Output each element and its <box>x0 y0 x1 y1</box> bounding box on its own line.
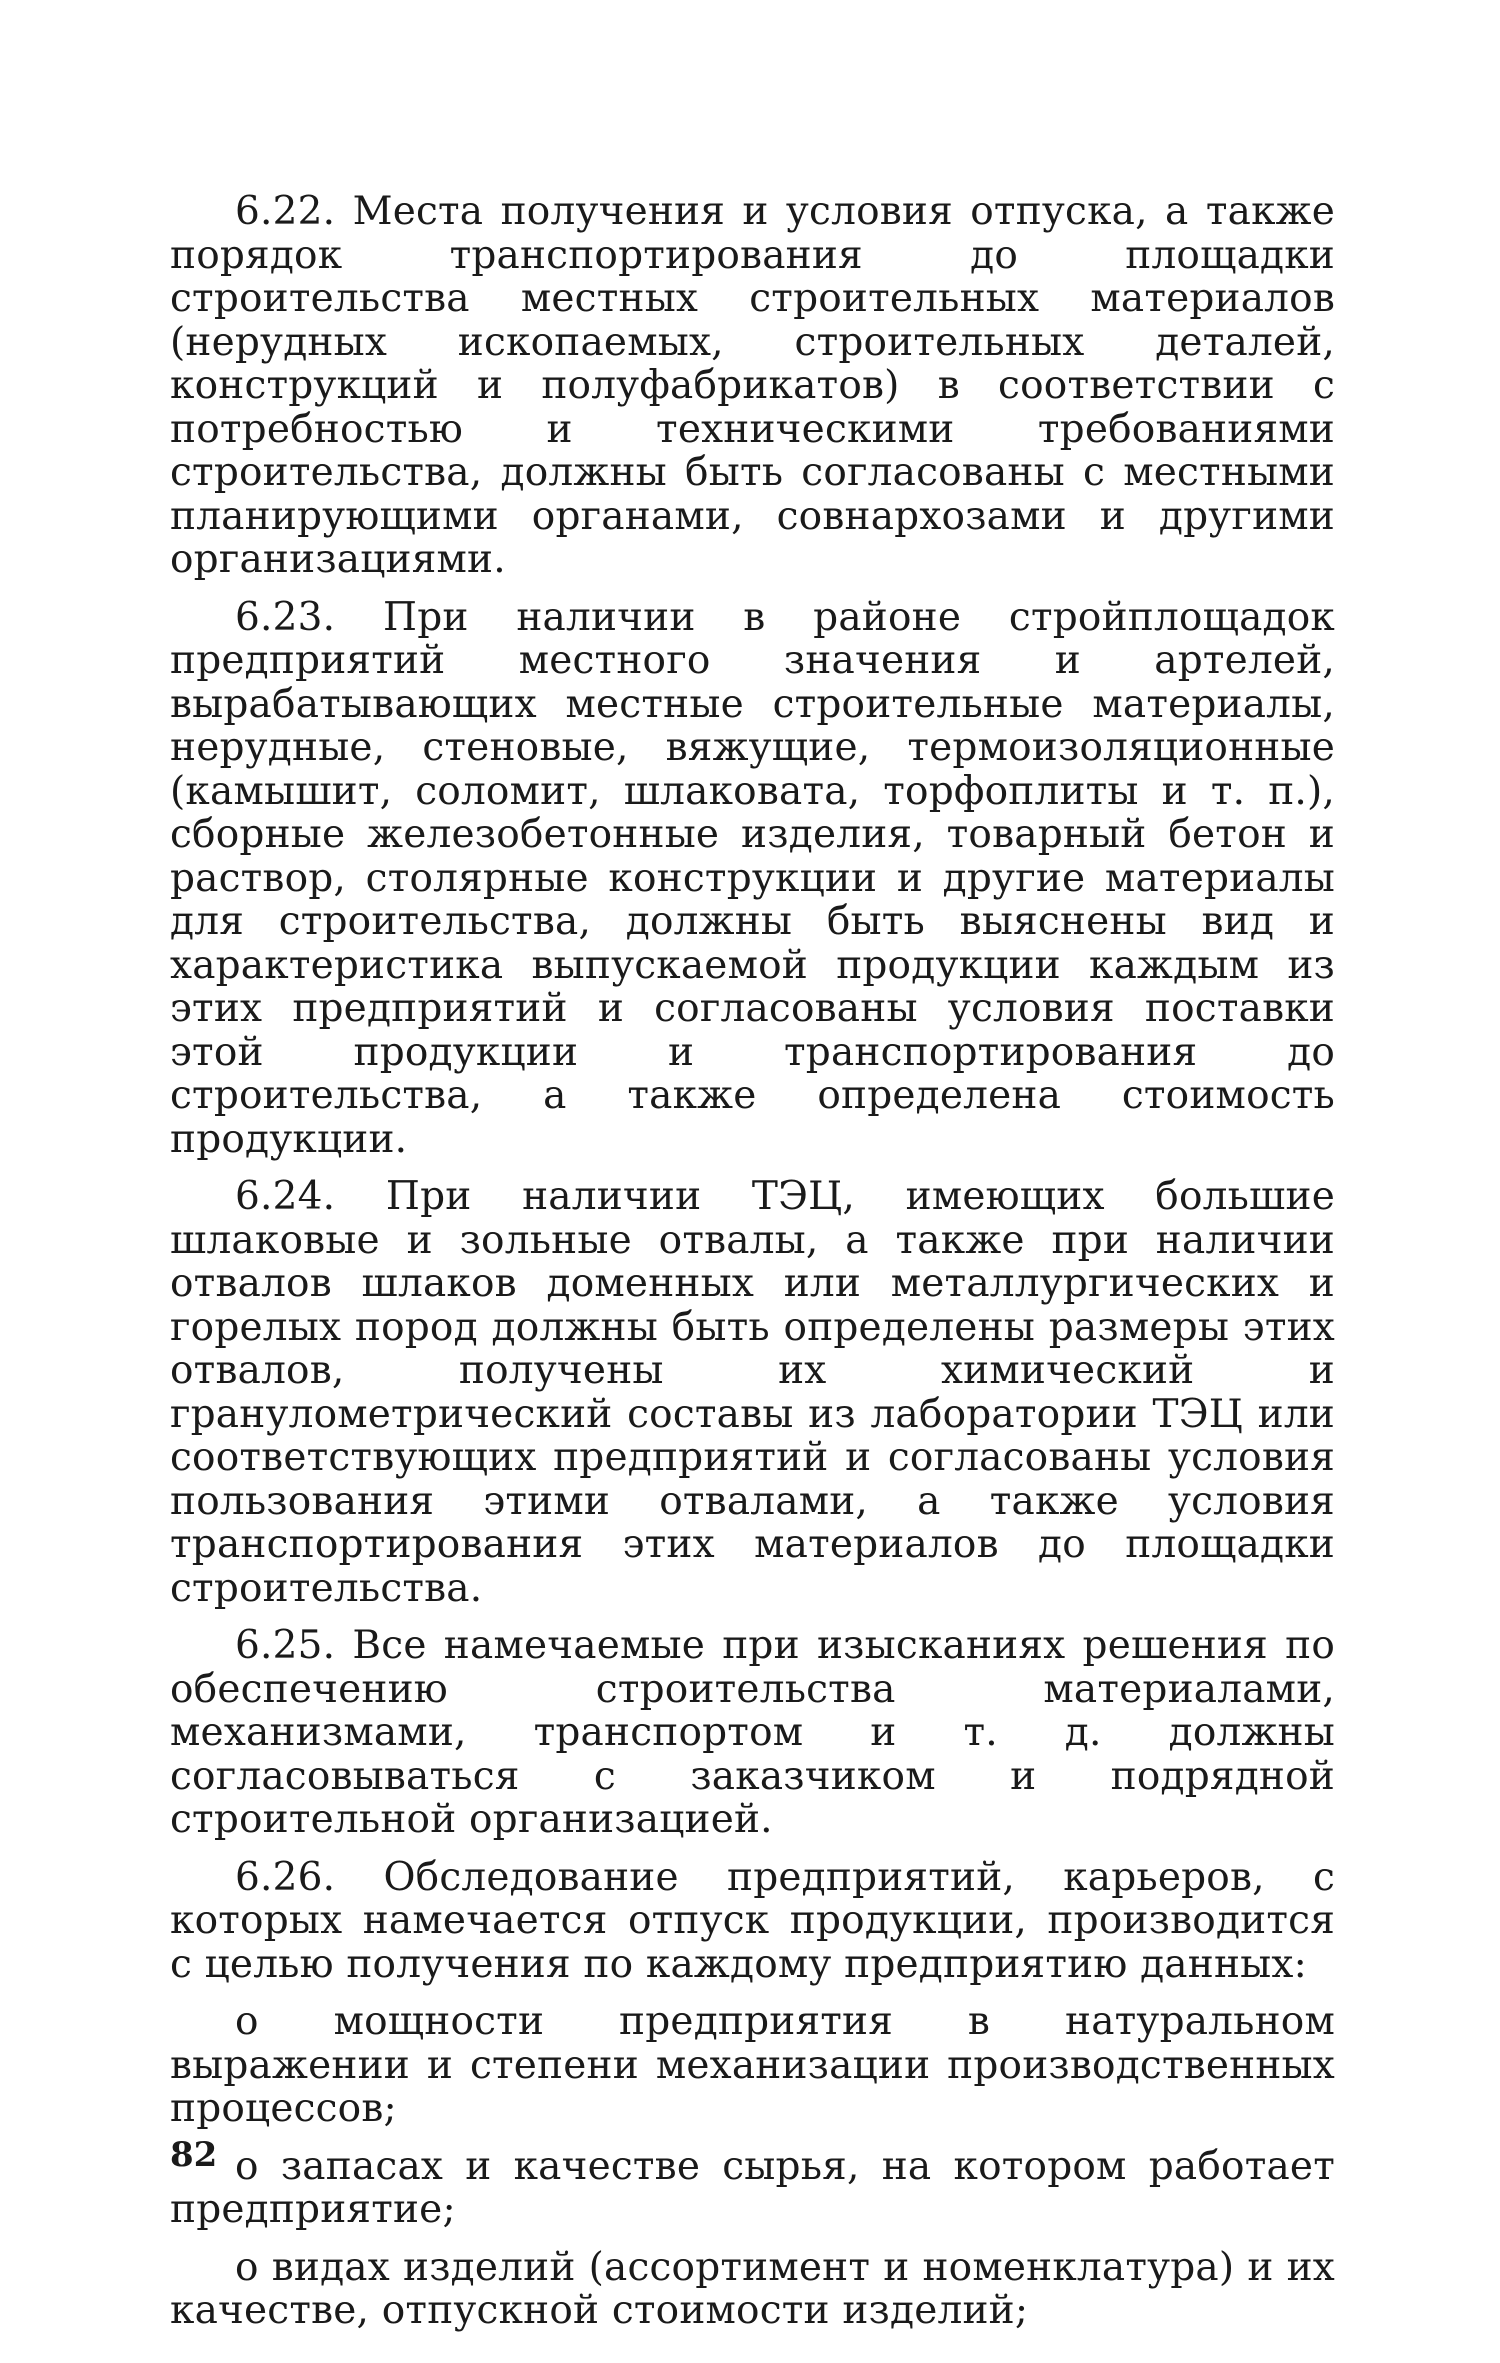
paragraph-6-24: 6.24. При наличии ТЭЦ, имеющих большие шлаковые и зольные отвалы, а также при наличии отвалов шлаков доменных или металлургических и горелых пород должны быть определены размеры этих отвалов, получены их химический и гранулометрический составы из лаборатории ТЭЦ или соответствующих предприятий и согласованы условия пользования этими отвалами, а также условия транспортирования этих материалов до площадки строительства. <box>170 1174 1335 1611</box>
page-number: 82 <box>170 2135 218 2175</box>
paragraph-6-23: 6.23. При наличии в районе стройплощадок предприятий местного значения и артелей, вырабатывающих местные строительные материалы, нерудные, стеновые, вяжущие, термоизоляционные (камышит, соломит, шлаковата, торфоплиты и т. п.), сборные железобетонные изделия, товарный бетон и раствор, столярные конструкции и другие материалы для строительства, должны быть выяснены вид и характеристика выпускаемой продукции каждым из этих предприятий и согласованы условия поставки этой продукции и транспортирования до строительства, а также определена стоимость продукции. <box>170 594 1335 1162</box>
list-item-capacity: о мощности предприятия в натуральном выражении и степени механизации производственных процессов; <box>170 1999 1335 2131</box>
list-item-raw-materials: о запасах и качестве сырья, на котором работает предприятие; <box>170 2143 1335 2232</box>
list-item-products: о видах изделий (ассортимент и номенклатура) и их качестве, отпускной стоимости изделий; <box>170 2244 1335 2333</box>
paragraph-6-22: 6.22. Места получения и условия отпуска, а также порядок транспортирования до площадки строительства местных строительных материалов (нерудных ископаемых, строительных деталей, конструкций и полуфабрикатов) в соответствии с потребностью и техническими требованиями строительства, должны быть согласованы с местными планирующими органами, совнархозами и другими организациями. <box>170 189 1335 582</box>
page-body <box>170 190 1335 2347</box>
paragraph-6-25: 6.25. Все намечаемые при изысканиях решения по обеспечению строительства материалами, механизмами, транспортом и т. д. должны согласовываться с заказчиком и подрядной строительной организацией. <box>170 1623 1335 1842</box>
paragraph-6-26: 6.26. Обследование предприятий, карьеров, с которых намечается отпуск продукции, производится с целью получения по каждому предприятию данных: <box>170 1854 1335 1987</box>
